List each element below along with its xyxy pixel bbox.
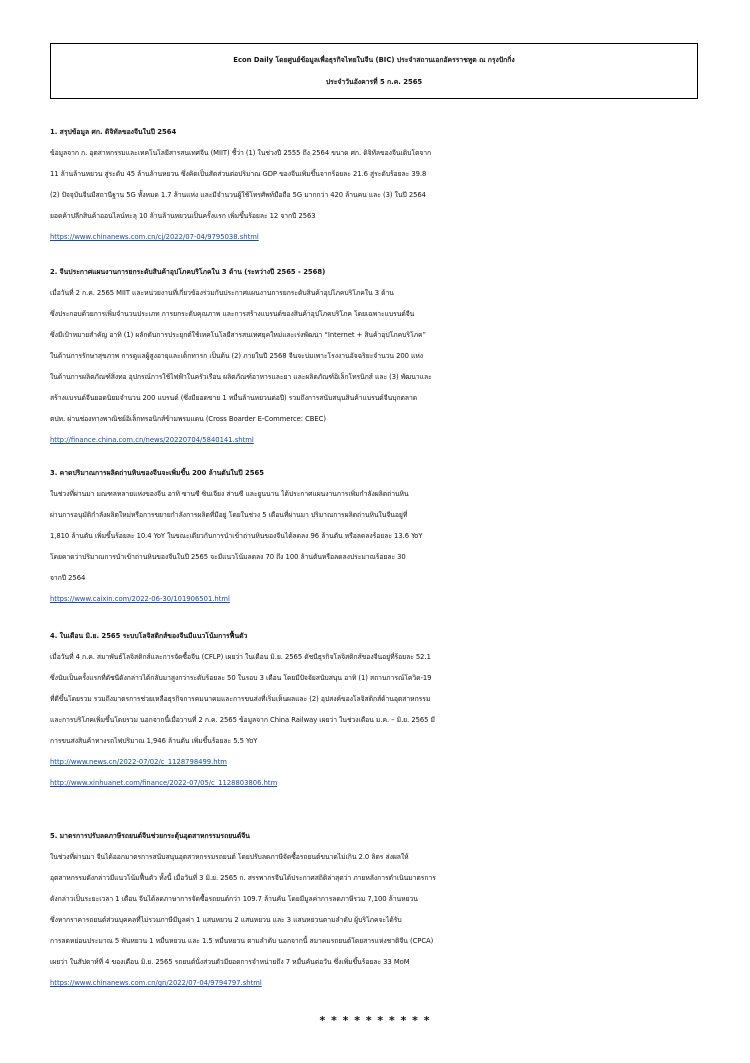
report-title: Econ Daily โดยศูนย์ข้อมูลเพื่อธุรกิจไทยในจีน (BIC) ประจำสถานเอกอัครราชทูต ณ กรุงปักกิ่ง (233, 56, 515, 64)
news-section-3 (50, 463, 710, 610)
section-text-line: เมื่อวันที่ 4 ก.ค. สมาพันธ์โลจิสติกส์และการจัดซื้อจีน (CFLP) เผยว่า ในเดือน มิ.ย. 2565 ดัชนีธุรกิจโลจิสติกส์ของจีนอยู่ที่ร้อยละ 52.1 (50, 653, 431, 661)
section-text-line: ตปท. ผ่านช่องทางพาณิชย์อิเล็กทรอนิกส์ข้ามพรมแดน (Cross Boarder E-Commerce: CBEC) (50, 415, 326, 423)
section-text-line: โดยคาดว่าปริมาณการนำเข้าถ่านหินของจีนในปี 2565 จะมีแนวโน้มลดลง 70 ถึง 100 ล้านตันหรือลดลงประมาณร้อยละ 30 (50, 553, 406, 561)
section-text-line: ซึ่งนับเป็นครั้งแรกที่ดัชนีดังกล่าวได้กลับมาสูงกว่าระดับร้อยละ 50 ในรอบ 3 เดือน โดยมีปัจจัยสนับสนุน อาทิ (1) สถานการณ์โควิด-19 (50, 674, 432, 682)
section-text-line: ในช่วงที่ผ่านมา มณฑลหลายแห่งของจีน อาทิ ซานซี ซินเจียง ส่านซี และยูนนาน ได้ประกาศแผนงานการเพิ่มกำลังผลิตถ่านหิน (50, 490, 409, 498)
section-text-line: การขนส่งสินค้าทางรถไฟปริมาณ 1,946 ล้านตัน เพิ่มขึ้นร้อยละ 5.5 YoY (50, 737, 258, 745)
section-text-line: ในช่วงที่ผ่านมา จีนได้ออกมาตรการสนับสนุนอุตสาหกรรมรถยนต์ โดยปรับลดภาษีจัดซื้อรถยนต์ขนาดไม่เกิน 2.0 ลิตร ส่งผลให้ (50, 853, 409, 861)
section-text-line: การลดหย่อนประมาณ 5 พันหยวน 1 หมื่นหยวน และ 1.5 หมื่นหยวน ตามลำดับ นอกจากนี้ สมาคมรถยนต์โดยสารแห่งชาติจีน (CPCA) (50, 937, 434, 945)
section-text-line: เมื่อวันที่ 2 ก.ค. 2565 MIIT และหน่วยงานที่เกี่ยวข้องร่วมกันประกาศแผนงานการยกระดับสินค้าอุปโภคบริโภคใน 3 ด้าน (50, 289, 394, 297)
section-title: 2. จีนประกาศแผนงานการยกระดับสินค้าอุปโภคบริโภคใน 3 ด้าน (ระหว่างปี 2565 - 2568) (50, 268, 326, 276)
section-text-line: ในด้านการรักษาสุขภาพ การดูแลผู้สูงอายุและเด็กทารก เป็นต้น (2) ภายในปี 2568 จีนจะบ่มเพาะโรงงานอัจฉริยะจำนวน 200 แห่ง (50, 352, 424, 360)
section-text-line: 11 ล้านล้านหยวน สู่ระดับ 45 ล้านล้านหยวน ซึ่งคิดเป็นสัดส่วนต่อปริมาณ GDP ของจีนเพิ่มขึ้นจากร้อยละ 21.6 สู่ระดับร้อยละ 39.8 (50, 170, 427, 178)
end-of-document-stars: * * * * * * * * * * (319, 1014, 431, 1027)
section-text-line: ซึ่งประกอบด้วยการเพิ่มจำนวนประเภท การยกระดับคุณภาพ และการสร้างแบรนด์ของสินค้าอุปโภคบริโภค โดยเฉพาะแบรนด์จีน (50, 310, 415, 318)
news-section-4 (50, 626, 710, 794)
section-text-line: ยอดค้าปลีกสินค้าออนไลน์ทะลุ 10 ล้านล้านหยวนเป็นครั้งแรก เพิ่มขึ้นร้อยละ 12 จากปี 2563 (50, 212, 316, 220)
news-section-2 (50, 262, 710, 451)
report-header-box (50, 43, 698, 99)
section-text-line: และการบริโภคเพิ่มขึ้นโดยรวม นอกจากนี้เมื่อวานที่ 2 ก.ค. 2565 ข้อมูลจาก China Railway เผยว่า ในช่วงเดือน ม.ค. – มิ.ย. 2565 มี (50, 716, 435, 724)
source-link[interactable]: http://www.xinhuanet.com/finance/2022-07/05/c_1128803806.htm (50, 779, 278, 787)
report-date: ประจำวันอังคารที่ 5 ก.ค. 2565 (325, 78, 423, 86)
section-text-line: จากปี 2564 (50, 574, 86, 582)
section-text-line: ผ่านการอนุมัติกำลังผลิตใหม่หรือการขยายกำลังการผลิตที่มีอยู่ โดยในช่วง 5 เดือนที่ผ่านมา ปริมาณการผลิตถ่านหินในจีนอยู่ที่ (50, 511, 408, 519)
section-text-line: ดังกล่าวเป็นระยะเวลา 1 เดือน จีนได้ลดภาษาการจัดซื้อรถยนต์กว่า 109.7 ล้านคัน โดยมีมูลค่าการลดภาษีรวม 7,100 ล้านหยวน (50, 895, 418, 903)
section-text-line: (2) ปัจจุบันจีนมีสถานีฐาน 5G ทั้งหมด 1.7 ล้านแห่ง และมีจำนวนผู้ใช้โทรศัพท์มือถือ 5G มากกว่า 420 ล้านคน และ (3) ในปี 2564 (50, 191, 426, 199)
section-text-line: ข้อมูลจาก ก. อุตสาหกรรมและเทคโนโลยีสารสนเทศจีน (MIIT) ชี้ว่า (1) ในช่วงปี 2555 ถึง 2564 ขนาด ศก. ดิจิทัลของจีนเติบโตจาก (50, 149, 432, 157)
section-title: 1. สรุปข้อมูล ศก. ดิจิทัลของจีนในปี 2564 (50, 128, 177, 136)
source-link[interactable]: http://finance.china.com.cn/news/20220704/5840141.shtml (50, 436, 254, 444)
source-link[interactable]: https://www.chinanews.com.cn/cj/2022/07-04/9795038.shtml (50, 233, 259, 241)
section-title: 5. มาตรการปรับลดภาษีรถยนต์จีนช่วยกระตุ้นอุตสาหกรรมรถยนต์จีน (50, 832, 250, 840)
section-text-line: ซึ่งมีเป้าหมายสำคัญ อาทิ (1) ผลักดันการประยุกต์ใช้เทคโนโลยีสารสนเทศยุคใหม่และเร่งพัฒนา “Internet + สินค้าอุปโภคบริโภค” (50, 331, 426, 339)
section-text-line: ที่ดีขึ้นโดยรวม รวมถึงมาตรการช่วยเหลือธุรกิจการคมนาคมและการขนส่งที่เริ่มเห็นผลและ (2) อุปสงค์ของโลจิสติกส์ด้านอุตสาหกรรม (50, 695, 431, 703)
section-title: 3. คาดปริมาณการผลิตถ่านหินของจีนจะเพิ่มขึ้น 200 ล้านตันในปี 2565 (50, 469, 264, 477)
section-title: 4. ในเดือน มิ.ย. 2565 ระบบโลจิสติกส์ของจีนมีแนวโน้มการฟื้นตัว (50, 632, 248, 640)
source-link[interactable]: http://www.news.cn/2022-07/02/c_1128798499.htm (50, 758, 227, 766)
source-link[interactable]: https://www.chinanews.com.cn/gn/2022/07-04/9794797.shtml (50, 979, 262, 987)
section-text-line: อุตสาหกรรมดังกล่าวมีแนวโน้มฟื้นตัว ทั้งนี้ เมื่อวันที่ 3 มิ.ย. 2565 ก. สรรพากรจีนได้ประกาศสถิติล่าสุดว่า ภายหลังการดำเนินมาตรการ (50, 874, 436, 882)
section-text-line: 1,810 ล้านตัน เพิ่มขึ้นร้อยละ 10.4 YoY ในขณะเดียวกันการนำเข้าถ่านหินของจีนได้ลดลง 96 ล้านตัน หรือลดลงร้อยละ 13.6 YoY (50, 532, 423, 540)
section-text-line: สร้างแบรนด์จีนยอดนิยมจำนวน 200 แบรนด์ (ซึ่งมียอดขาย 1 หมื่นล้านหยวนต่อปี) รวมถึงการสนับสนุนสินค้าแบรนด์จีนบุกตลาด (50, 394, 418, 402)
news-section-5 (50, 826, 710, 994)
news-section-1 (50, 122, 710, 248)
section-text-line: ซึ่งหากราคารถยนต์ส่วนบุคคลที่ไม่รวมภาษีมีมูลค่า 1 แสนหยวน 2 แสนหยวน และ 3 แสนหยวนตามลำดับ ผู้บริโภคจะได้รับ (50, 916, 402, 924)
section-text-line: ในด้านการผลิตภัณฑ์สิ่งทอ อุปกรณ์การใช้ไฟฟ้าในครัวเรือน ผลิตภัณฑ์อาหารและยา และผลิตภัณฑ์อิเล็กโทรนิกส์ และ (3) พัฒนาและ (50, 373, 432, 381)
section-text-line: เผยว่า ในสัปดาห์ที่ 4 ของเดือน มิ.ย. 2565 รถยนต์นั่งส่วนตัวมียอดการจำหน่ายถึง 7 หมื่นคันต่อวัน ซึ่งเพิ่มขึ้นร้อยละ 33 MoM (50, 958, 410, 966)
source-link[interactable]: https://www.caixin.com/2022-06-30/101906501.html (50, 595, 230, 603)
